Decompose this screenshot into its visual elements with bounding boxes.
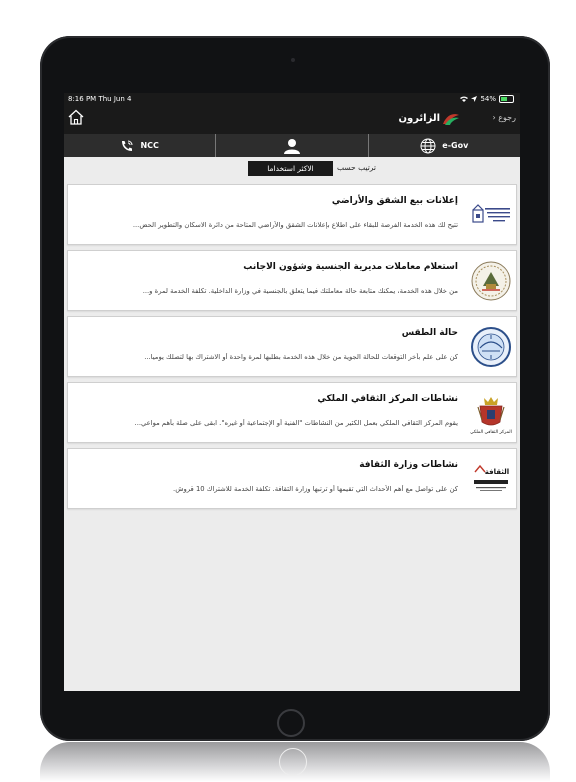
item-icon-caption: الثقافة xyxy=(484,468,510,476)
sort-selector-button[interactable]: الاكثر استخداما xyxy=(248,161,333,176)
item-title: حالة الطقس xyxy=(401,328,458,338)
front-camera xyxy=(291,58,295,62)
item-icon-caption: المركز الثقافي الملكي xyxy=(470,430,512,434)
back-button[interactable]: رجوع ‹ xyxy=(492,113,516,122)
meteorology-logo-icon xyxy=(470,326,512,368)
list-item[interactable] xyxy=(67,184,517,245)
list-item[interactable] xyxy=(67,250,517,311)
tab-profile[interactable] xyxy=(215,134,367,157)
tab-bar xyxy=(64,134,520,158)
item-title: استعلام معاملات مديرية الجنسية وشؤون الاجانب xyxy=(243,262,458,272)
item-description: من خلال هذه الخدمة، يمكنك متابعة حالة معاملتك فيما يتعلق بالجنسية في وزارة الداخلية. تكلفة الخدمة لمرة و... xyxy=(142,287,458,295)
sort-bar xyxy=(64,157,520,180)
phone-icon xyxy=(120,140,134,152)
tab-label: NCC xyxy=(140,141,159,150)
tab-egov[interactable] xyxy=(368,134,520,157)
item-title: نشاطات وزارة الثقافة xyxy=(359,460,458,470)
status-bar xyxy=(64,93,520,105)
item-description: تتيح لك هذه الخدمة الفرصة للبقاء على اطلاع بإعلانات الشقق والأراضي المتاحة من دائرة الاسكان والتطوير الحض... xyxy=(132,221,458,229)
status-date: Thu Jun 4 xyxy=(98,95,132,103)
tab-ncc[interactable] xyxy=(64,134,215,157)
list-item[interactable] xyxy=(67,316,517,377)
device-home-button[interactable] xyxy=(277,709,305,737)
item-description: كن على علم بأخر التوقعات للحالة الجوية من خلال هذه الخدمة بطلبها لمرة واحدة أو الاشتراك بها لتصلك يوميا... xyxy=(144,353,458,361)
list-item[interactable] xyxy=(67,448,517,509)
tab-label: e-Gov xyxy=(442,141,469,150)
battery-icon xyxy=(499,95,514,103)
status-time: 8:16 PM xyxy=(68,95,97,103)
item-title: نشاطات المركز الثقافي الملكي xyxy=(317,394,458,404)
services-list xyxy=(67,184,517,514)
user-icon xyxy=(283,138,301,154)
home-icon[interactable] xyxy=(67,108,85,126)
location-icon xyxy=(471,96,477,102)
page-title: الزائرون xyxy=(398,113,440,124)
item-description: يقوم المركز الثقافي الملكي بعمل الكثير من النشاطات "الفنية أو الإجتماعية أو غيره". ابقى على صلة بأهم مواعي... xyxy=(134,419,458,427)
sort-label: ترتيب حسب xyxy=(337,163,377,172)
housing-corporation-logo-icon xyxy=(470,194,512,236)
ministry-interior-emblem-icon xyxy=(470,260,512,302)
wifi-icon xyxy=(460,96,468,102)
globe-icon xyxy=(420,138,436,154)
item-title: إعلانات بيع الشقق والأراضي xyxy=(331,196,458,206)
battery-percent: 54% xyxy=(480,95,496,103)
item-description: كن على تواصل مع أهم الأحداث التي تقيمها أو ترتبها وزارة الثقافة. تكلفة الخدمة للاشتراك 10 قروش. xyxy=(173,485,458,493)
visitors-logo-icon xyxy=(442,112,460,126)
reflection-home-ring xyxy=(279,748,307,776)
list-item[interactable] xyxy=(67,382,517,443)
ministry-culture-logo-icon xyxy=(470,458,512,500)
royal-cultural-center-logo-icon xyxy=(470,392,512,434)
app-screen xyxy=(64,93,520,691)
nav-bar xyxy=(64,105,520,134)
